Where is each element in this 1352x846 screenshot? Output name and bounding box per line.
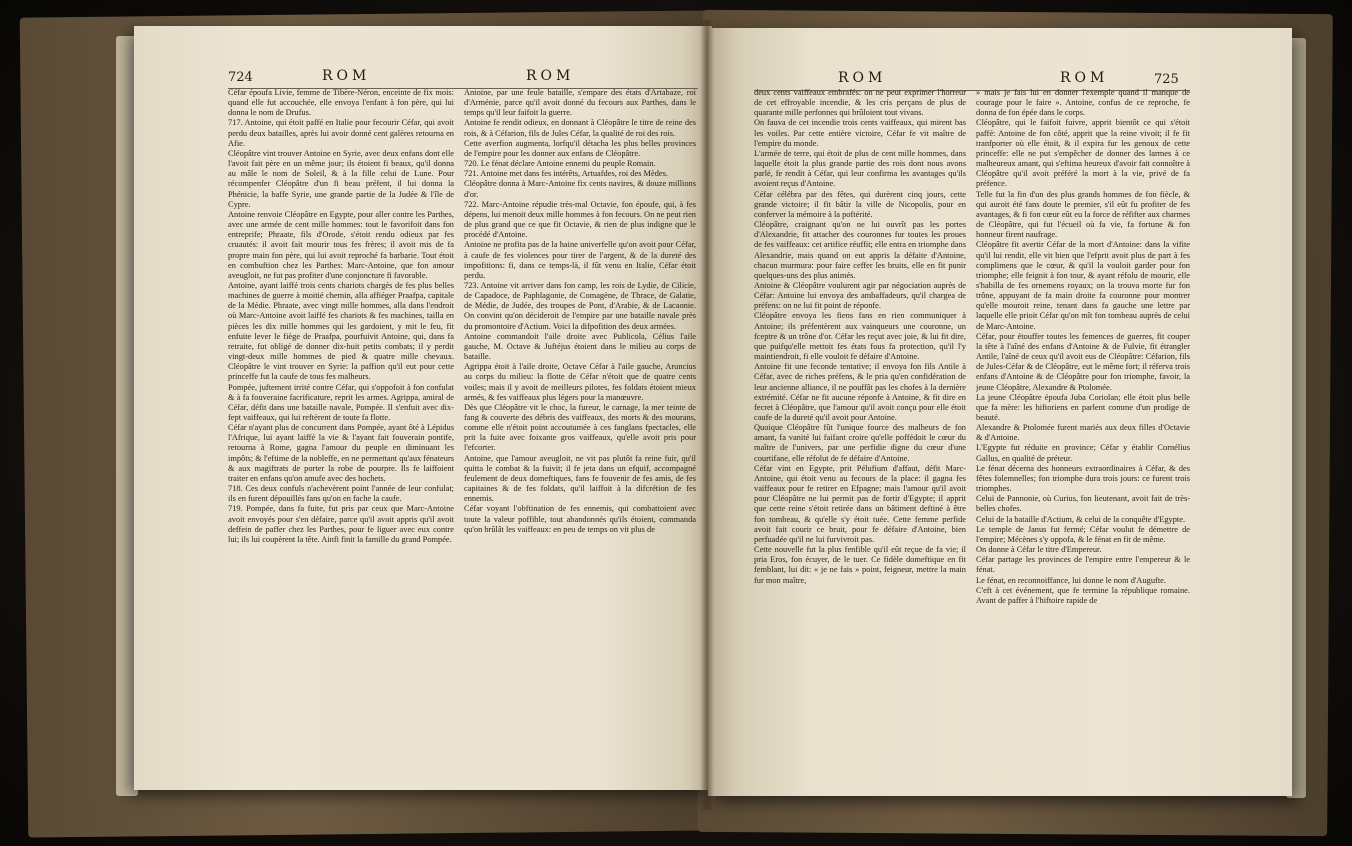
page-number: 725 [1154,72,1179,87]
book-gutter [700,20,714,810]
right-page [708,28,1292,796]
text-column-left: Céfar époufa Livie, femme de Tibère-Néron, enceinte de fix mois: quand elle fut accouchée, elle envoya l'enfant à fon père, qui lui donna le nom de Drufus. 717. Antoine, qui étoit paffé en Italie pour fecourir Céfar, qui avoit perdu deux batailles, après lui avoir donné cent galères retourna en Afie. Cléopâtre vint trouver Antoine en Syrie, avec deux enfans dont elle l'avoit fait père en un même jour; ils étoient fi beaux, qu'il donna au mâle le nom de Soleil, & à la fille celui de Lune. Pour récompenfer Cléopâtre d'un fi beau préfent, il lui donna la Phénicie, la baffe Syrie, une grande partie de la Judée & l'île de Cypre. Antoine renvoie Cléopâtre en Egypte, pour aller contre les Parthes, avec une armée de cent mille hommes: tout le favorifoit dans fon entreprife; Phraate, fils d'Orode, s'étoit rendu odieux par fes cruautés: il avoit fait mourir tous fes frères; il avoit mis de fa propre main fon père, qui lui avoit reproché fa barbarie. Tout étoit en combuftion chez les Parthes: Marc-Antoine, que fon amour aveugloit, ne fut pas profiter d'une conjoncture fi favorable. Antoine, ayant laiffé trois cents chariots chargés de fes plus belles machines de guerre à moitié chemin, alla affiéger Praafpa, capitale de la Médie. Phraate, avec vingt mille hommes, alla dans l'endroit où Marc-Antoine avoit laiffé fes chariots & fes machines, tailla en pièces les dix mille hommes qui les gardoient, y mit le feu, fit enfuite lever le fiège de Praafpa, pourfuivit Antoine, qui, dans fa retraite, fut obligé de donner dix-huit petits combats; il y perdit vingt-deux mille hommes de pied & quatre mille chevaux. Cléopâtre le vint trouver en Syrie: la paffion qu'il eut pour cette princeffe fut la caufe de tous fes malheurs. Pompée, juftement irrité contre Céfar, qui s'oppofoit à fon confulat & à fa fouveraine facrificature, reprit les armes. Agrippa, amiral de Céfar, défit dans une bataille navale, Pompée. Il s'enfuit avec dix-fept vaiffeaux, qui lui reftèrent de toute fa flotte. Céfar n'ayant plus de concurrent dans Pompée, ayant ôté à Lépidus l'Afrique, lui ayant laiffé la vie & l'ayant fait fouverain pontife, retourna à Rome, gagna l'amour du peuple en diminuant les impôts; & l'eftime de la nobleffe, en ne permettant qu'aux fénateurs & aux magiftrats de porter la robe de pourpre. Ils fe laiffoient traiter en enfans qu'on amufe avec des hochets. 718. Ces deux confuls n'achevèrent point l'année de leur confulat; ils en furent dépouillés fans qu'on en fache la caufe. 719. Pompée, dans fa fuite, fut pris par ceux que Marc-Antoine avoit envoyés pour s'en défaire, parce qu'il avoit appris qu'il avoit deffein de paffer chez les Parthes, pour fe liguer avec eux contre lui; ils lui coupèrent la tête. Ainfi finit la famille du grand Pompée. [228,88,454,544]
running-head: ROM [1060,70,1109,86]
left-page [134,26,712,790]
running-head: ROM [526,68,575,84]
text-column-right: » mais je fais lui en donner l'exemple quand il manque de courage pour le faire ». Antoine, confus de ce reproche, fe donna de fon épée dans le corps. Cléopâtre, qui le faifoit fuivre, apprit bientôt ce qui s'étoit paffé: Antoine de fon côté, apprit que la reine vivoit; il fe fit tranfporter où elle étoit, & il expira fur les genoux de cette princeffe: elle ne put s'empêcher de donner des larmes à ce malheureux amant, qui s'eftima heureux d'avoir fait connoître à Cléopâtre qu'il avoit préféré la mort à la vie, privé de fa préfence. Telle fut la fin d'un des plus grands hommes de fon fiècle, & qui auroit été fans doute le premier, s'il eût fu profiter de fes avantages, & fi fon cœur eût eu la force de réfifter aux charmes de Cléopâtre, qui fut l'écueil où fa vie, fa fortune & fon honneur firent naufrage. Cléopâtre fit avertir Céfar de la mort d'Antoine: dans la vifite qu'il lui rendit, elle vit bien que l'efprit avoit plus de part à fes complimens que le cœur, & qu'il la vouloit garder pour fon triomphe; elle feignit à fon tour, & ayant réfolu de mourir, elle s'habilla de fes ornemens royaux; on la trouva morte fur fon trône, appuyant de fa main droite fa couronne pour montrer qu'elle mouroit reine, tenant dans fa gauche une lettre par laquelle elle prioit Céfar qu'on mît fon tombeau auprès de celui de Marc-Antoine. Céfar, pour étouffer toutes les femences de guerres, fit couper la tête à l'aîné des enfans d'Antoine & de Fulvie, fit étrangler Antile, l'aîné de ceux qu'il avoit eus de Cléopâtre: Céfarion, fils de Jules-Céfar & de Cléopâtre, eut le même fort; il réferva trois enfans d'Antoine & de Cléopâtre pour fon triomphe, favoir, la jeune Cléopâtre, Alexandre & Ptolomée. La jeune Cléopâtre époufa Juba Coriolan; elle étoit plus belle que fa mère: les hiftoriens en parlent comme d'un prodige de beauté. Alexandre & Ptolomée furent mariés aux deux filles d'Octavie & d'Antoine. L'Egypte fut réduite en province; Céfar y établir Cornélius Gallus, en qualité de préteur. Le fénat décerna des honneurs extraordinaires à Céfar, & des fêtes folemnelles; fon triomphe dura trois jours: ce furent trois triomphes. Celui de Pannonie, où Curius, fon lieutenant, avoit fait de très-belles chofes. Celui de la bataille d'Actium, & celui de la conquête d'Egypte. Le temple de Janus fut fermé; Céfar voulut fe démettre de l'empire; Mécènes s'y oppofa, & le fénat en fit de même. On donne à Céfar le titre d'Empereur. Céfar partage les provinces de l'empire entre l'empereur & le fénat. Le fénat, en reconnoiffance, lui donne le nom d'Augufte. C'eft à cet événement, que fe termine la république romaine. Avant de paffer à l'hiftoire rapide de [976,88,1190,605]
running-head: ROM [322,68,371,84]
text-column-right: Antoine, par une feule bataille, s'empare des états d'Artabaze, roi d'Arménie, parce qu'il avoit donné du fecours aux Parthes, dans le temps qu'il leur faifoit la guerre. Antoine fe rendit odieux, en donnant à Cléopâtre le titre de reine des rois, & à Céfarion, fils de Jules Céfar, la qualité de roi des rois. Cette averfion augmenta, lorfqu'il détacha les plus belles provinces de l'empire pour les donner aux enfans de Cléopâtre. 720. Le fénat déclare Antoine ennemi du peuple Romain. 721. Antoine met dans fes intérêts, Artuafdes, roi des Mèdes. Cléopâtre donna à Marc-Antoine fix cents navires, & douze millions d'or. 722. Marc-Antoine répudie très-mal Octavie, fon époufe, qui, à fes dépens, lui menoit deux mille hommes à fon fecours. On ne peut rien de plus grand que ce que fit Octavie, & rien de plus indigne que le procédé d'Antoine. Antoine ne profita pas de la haine univerfelle qu'on avoit pour Céfar, à caufe de fes violences pour tirer de l'argent, & de la dureté des impofitions: fi, dans ce temps-là, il fût venu en Italie, Céfar étoit perdu. 723. Antoine vit arriver dans fon camp, les rois de Lydie, de Cilicie, de Capadoce, de Paphlagonie, de Comagène, de Thrace, de Galatie, de Médie, de Judée, des troupes de Pont, d'Arabie, & de Lacaonie. On convint qu'on décideroit de l'empire par une bataille navale près du promontoire d'Actium. Voici la difpofition des deux armées. Antoine commandoit l'aile droite avec Publicola, Célius l'aile gauche, M. Octave & Juftéjus étoient dans le milieu au corps de bataille. Agrippa étoit à l'aile droite, Octave Céfar à l'aile gauche, Aruncius au corps du milieu: la flotte de Céfar n'étoit que de quatre cents voiles; mais il y avoit de meilleurs pilotes, fes foldats étoient mieux armés, & fes vaiffeaux plus légers pour la manœuvre. Dès que Cléopâtre vit le choc, la fureur, le carnage, la mer teinte de fang & couverte des débris des vaiffeaux, des morts & des mourans, comme elle n'étoit point accoutumée à ces fanglans fpectacles, elle prit la fuite avec foixante gros vaiffeaux, qu'elle avoit pris pour l'efcorter. Antoine, que l'amour aveugloit, ne vit pas plutôt fa reine fuir, qu'il quitta le combat & la fuivit; il fe jeta dans un efquif, accompagné feulement de deux domeftiques, fans fe fouvenir de fes amis, de fes capitaines & de fes foldats, qu'il laiffoit à la difcrétion de fes ennemis. Céfar voyant l'obftination de fes ennemis, qui combattoient avec toute la valeur poffible, tout abandonnés qu'ils étoient, commanda qu'on brûlât les vaiffeaux: en peu de temps on vit plus de [464,88,696,534]
text-column-left: deux cents vaiffeaux embrafés: on ne peut exprimer l'horreur de cet effroyable incendie, & les cris perçans de plus de quarante mille perfonnes qui brûloient tout vivans. On fauva de cet incendie trois cents vaiffeaux, qui mirent bas les voiles. Par cette entière victoire, Céfar fe vit maître de l'empire du monde. L'armée de terre, qui étoit de plus de cent mille hommes, dans laquelle étoit la plus grande partie des rois dont nous avons parlé, fe rendit à Céfar, qui leur confirma les avantages qu'ils avoient reçus d'Antoine. Céfar célébra par des fêtes, qui durèrent cinq jours, cette grande victoire; il fit bâtir la ville de Nicopolis, pour en conferver la mémoire à la poftérité. Cléopâtre, craignant qu'on ne lui ouvrît pas les portes d'Alexandrie, fit attacher des couronnes fur toutes les proues de fes vaiffeaux: cet artifice réuffit; elle entra en triomphe dans Alexandrie, mais quand on eut appris la défaite d'Antoine, chacun murmura: pour faire ceffer les bruits, elle en fit punir quelques-uns des plus animés. Antoine & Cléopâtre voulurent agir par négociation auprès de Céfar: Antoine lui envoya des ambaffadeurs, qu'il chargea de préfens: on ne lui fit point de réponfe. Cléopâtre envoya les fiens fans en rien communiquer à Antoine; ils préfentèrent aux vainqueurs une couronne, un fceptre & un trône d'or. Céfar les reçut avec joie, & lui fit dire, que puifqu'elle mettoit fes états fous fa protection, qu'il l'y maintiendroit, fi elle vouloit fe défaire d'Antoine. Antoine fit une feconde tentative; il envoya fon fils Antile à Céfar, avec de riches préfens, & le pria qu'en confidération de leur ancienne alliance, il ne pouffât pas les chofes à la dernière extrémité. Céfar ne fit aucune réponfe à Antoine, & fit dire en fecret à Cléopâtre, que l'amour qu'il avoit conçu pour elle étoit caufe de la dureté qu'il avoit pour Antoine. Quoique Cléopâtre fût l'unique fource des malheurs de fon amant, fa vanité lui faifant croire qu'elle poffédoit le cœur du maître de l'univers, par une perfidie digne du cœur d'une courtifane, elle réfolut de fe défaire d'Antoine. Céfar vint en Egypte, prit Pélufium d'affaut, défit Marc-Antoine, qui étoit venu au fecours de la place: il gagna fes vaiffeaux pour fe retirer en Efpagne; mais l'amour qu'il avoit pour Cléopâtre ne lui permit pas de fortir d'Egypte; il apprit que cette reine s'étoit retirée dans un bâtiment deftiné à être fon tombeau, & qu'elle s'y étoit tuée. Cette femme perfide avoit fait courir ce bruit, pour fe défaire d'Antoine, bien perfuadée qu'il ne lui furvivroit pas. Cette nouvelle fut la plus fenfible qu'il eût reçue de fa vie; il pria Eros, fon écuyer, de le tuer. Ce fidèle domeftique en fit femblant, lui dit: « je ne fais » point, feigneur, mettre la main fur mon maître, [754,88,966,585]
running-head: ROM [838,70,887,86]
page-number: 724 [228,70,253,85]
